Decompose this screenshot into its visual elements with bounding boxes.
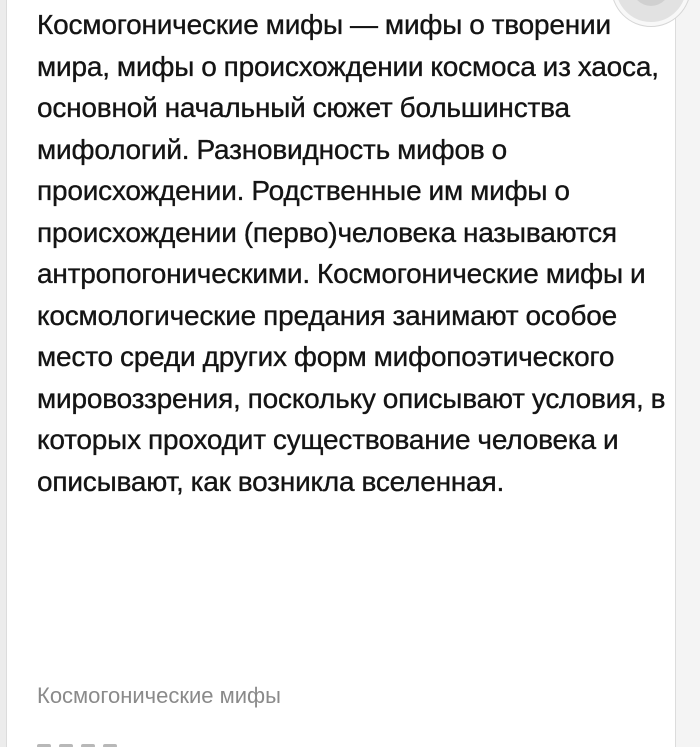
source-link[interactable]: Космогонические мифы bbox=[37, 683, 281, 708]
source-url-partial bbox=[37, 735, 197, 747]
right-margin bbox=[676, 0, 700, 747]
answer-text: Космогонические мифы — мифы о творении мира, мифы о происхождении космоса из хаоса, основной начальный сюжет большинства мифологий. Разновидность мифов о происхождении. Родственные им мифы о происхождении (перво)человека называются антропогоническими. Космогонические мифы и космологические предания занимают особое место среди других форм мифопоэтического мировоззрения, поскольку описывают условия, в которых проходит существование человека и описывают, как возникла вселенная. bbox=[37, 9, 666, 497]
answer-card bbox=[6, 0, 676, 747]
